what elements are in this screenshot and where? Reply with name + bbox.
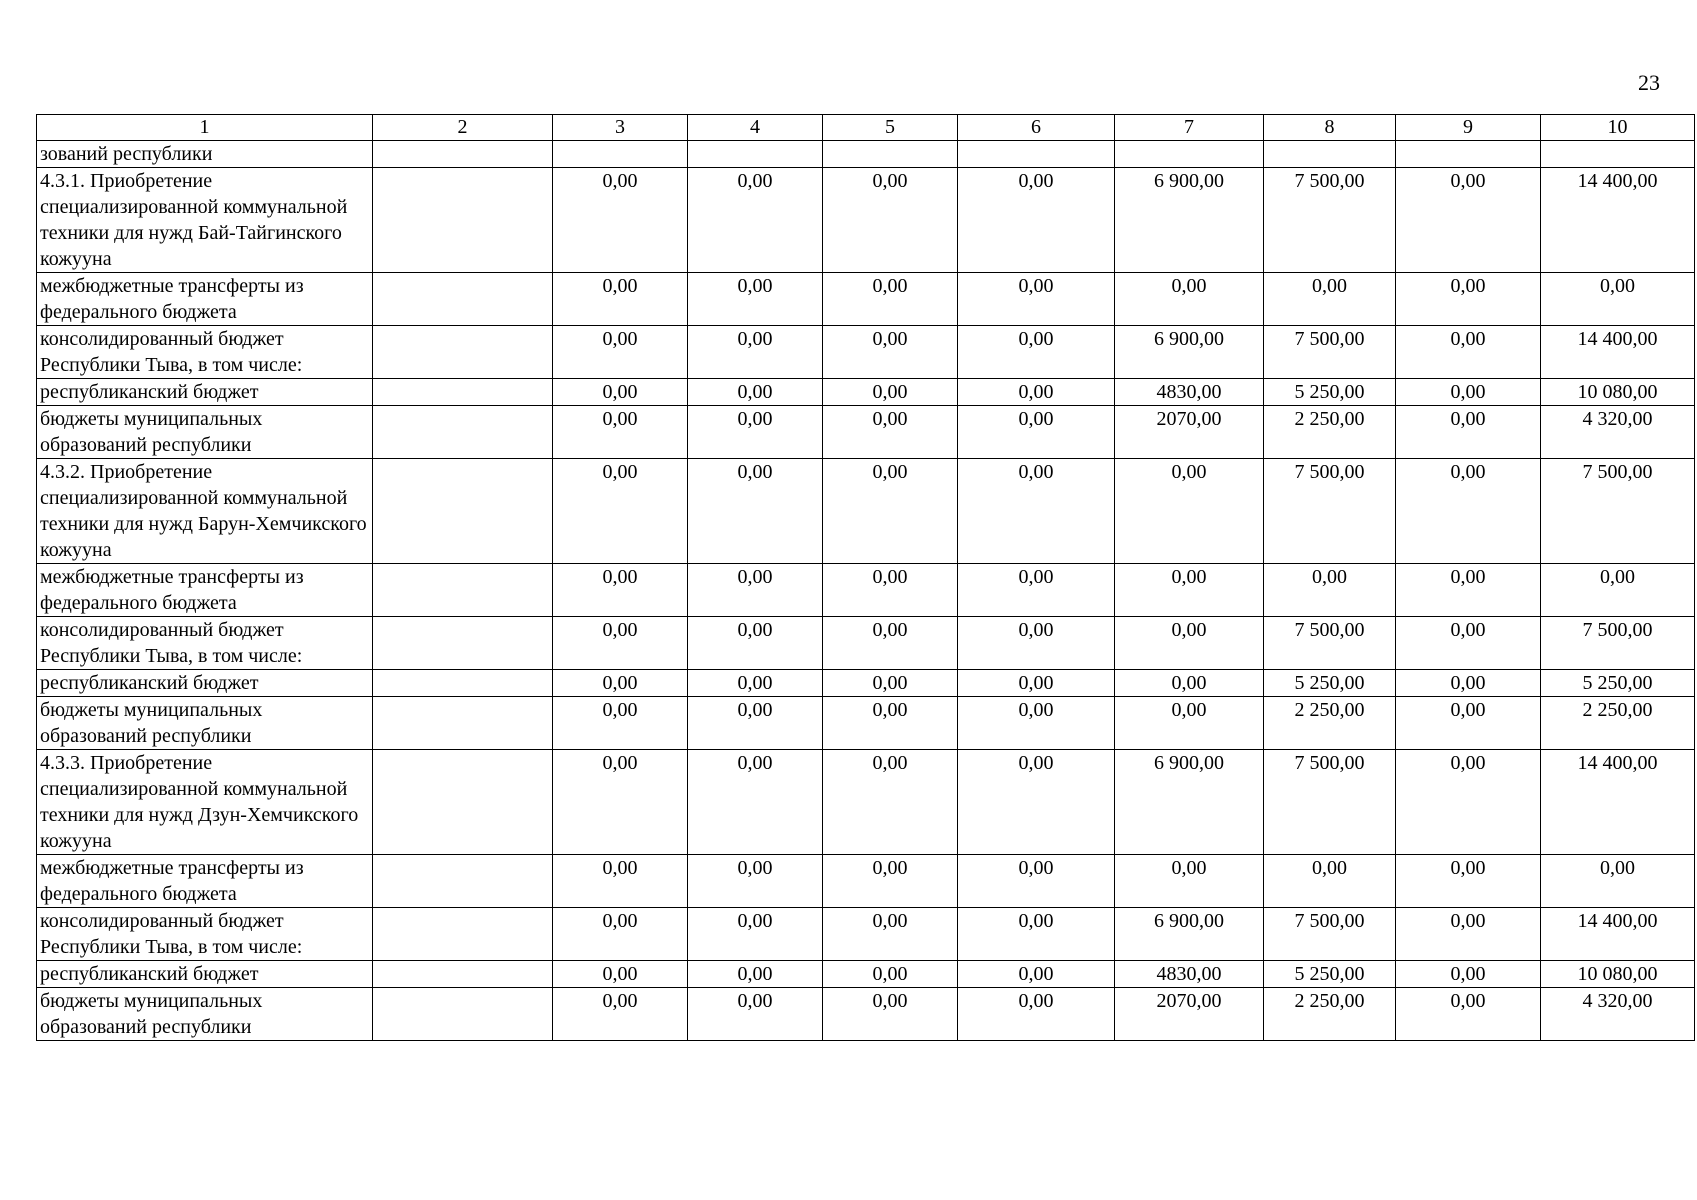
cell-col-5: 0,00 bbox=[823, 459, 958, 564]
cell-col-6: 0,00 bbox=[958, 406, 1115, 459]
table-body bbox=[37, 141, 1695, 1041]
cell-col-2 bbox=[373, 750, 553, 855]
cell-col-9 bbox=[1396, 141, 1541, 168]
cell-col-10: 14 400,00 bbox=[1541, 326, 1695, 379]
cell-col-4: 0,00 bbox=[688, 459, 823, 564]
row-label: консолидированный бюджет Республики Тыва, в том числе: bbox=[37, 326, 373, 379]
column-header: 8 bbox=[1264, 115, 1396, 141]
cell-col-9: 0,00 bbox=[1396, 379, 1541, 406]
cell-col-6: 0,00 bbox=[958, 670, 1115, 697]
cell-col-9: 0,00 bbox=[1396, 617, 1541, 670]
cell-col-9: 0,00 bbox=[1396, 459, 1541, 564]
cell-col-6 bbox=[958, 141, 1115, 168]
cell-col-6: 0,00 bbox=[958, 988, 1115, 1041]
cell-col-5: 0,00 bbox=[823, 750, 958, 855]
row-label: республиканский бюджет bbox=[37, 670, 373, 697]
column-header: 4 bbox=[688, 115, 823, 141]
cell-col-6: 0,00 bbox=[958, 326, 1115, 379]
cell-col-5: 0,00 bbox=[823, 617, 958, 670]
table-row bbox=[37, 750, 1695, 855]
cell-col-5 bbox=[823, 141, 958, 168]
cell-col-6: 0,00 bbox=[958, 617, 1115, 670]
cell-col-9: 0,00 bbox=[1396, 908, 1541, 961]
cell-col-2 bbox=[373, 855, 553, 908]
cell-col-10: 7 500,00 bbox=[1541, 617, 1695, 670]
cell-col-2 bbox=[373, 617, 553, 670]
cell-col-8: 2 250,00 bbox=[1264, 697, 1396, 750]
cell-col-10: 2 250,00 bbox=[1541, 697, 1695, 750]
cell-col-10: 5 250,00 bbox=[1541, 670, 1695, 697]
cell-col-9: 0,00 bbox=[1396, 697, 1541, 750]
cell-col-4 bbox=[688, 141, 823, 168]
cell-col-5: 0,00 bbox=[823, 988, 958, 1041]
cell-col-3: 0,00 bbox=[553, 961, 688, 988]
cell-col-4: 0,00 bbox=[688, 168, 823, 273]
cell-col-6: 0,00 bbox=[958, 273, 1115, 326]
cell-col-6: 0,00 bbox=[958, 750, 1115, 855]
cell-col-2 bbox=[373, 459, 553, 564]
cell-col-10: 0,00 bbox=[1541, 855, 1695, 908]
cell-col-2 bbox=[373, 379, 553, 406]
cell-col-2 bbox=[373, 406, 553, 459]
cell-col-10: 10 080,00 bbox=[1541, 379, 1695, 406]
cell-col-4: 0,00 bbox=[688, 908, 823, 961]
cell-col-5: 0,00 bbox=[823, 697, 958, 750]
cell-col-7: 4830,00 bbox=[1115, 379, 1264, 406]
cell-col-2 bbox=[373, 168, 553, 273]
table-row bbox=[37, 697, 1695, 750]
cell-col-9: 0,00 bbox=[1396, 326, 1541, 379]
table-row bbox=[37, 855, 1695, 908]
cell-col-3: 0,00 bbox=[553, 326, 688, 379]
cell-col-2 bbox=[373, 326, 553, 379]
row-label: межбюджетные трансферты из федерального бюджета bbox=[37, 855, 373, 908]
table-row bbox=[37, 617, 1695, 670]
cell-col-5: 0,00 bbox=[823, 326, 958, 379]
cell-col-3: 0,00 bbox=[553, 168, 688, 273]
cell-col-8: 5 250,00 bbox=[1264, 379, 1396, 406]
page-number: 23 bbox=[1638, 70, 1660, 95]
row-label: 4.3.3. Приобретение специализированной коммунальной техники для нужд Дзун-Хемчикского кожууна bbox=[37, 750, 373, 855]
cell-col-5: 0,00 bbox=[823, 564, 958, 617]
cell-col-7: 0,00 bbox=[1115, 564, 1264, 617]
budget-table bbox=[36, 114, 1695, 1041]
cell-col-10: 0,00 bbox=[1541, 273, 1695, 326]
cell-col-9: 0,00 bbox=[1396, 750, 1541, 855]
table-row bbox=[37, 141, 1695, 168]
cell-col-6: 0,00 bbox=[958, 697, 1115, 750]
cell-col-7: 2070,00 bbox=[1115, 406, 1264, 459]
row-label: бюджеты муниципальных образований республики bbox=[37, 988, 373, 1041]
cell-col-9: 0,00 bbox=[1396, 988, 1541, 1041]
cell-col-4: 0,00 bbox=[688, 273, 823, 326]
column-header: 6 bbox=[958, 115, 1115, 141]
cell-col-5: 0,00 bbox=[823, 961, 958, 988]
cell-col-4: 0,00 bbox=[688, 961, 823, 988]
cell-col-6: 0,00 bbox=[958, 961, 1115, 988]
cell-col-10: 14 400,00 bbox=[1541, 750, 1695, 855]
cell-col-6: 0,00 bbox=[958, 564, 1115, 617]
cell-col-9: 0,00 bbox=[1396, 564, 1541, 617]
cell-col-7: 0,00 bbox=[1115, 855, 1264, 908]
cell-col-10: 4 320,00 bbox=[1541, 406, 1695, 459]
cell-col-4: 0,00 bbox=[688, 988, 823, 1041]
cell-col-4: 0,00 bbox=[688, 406, 823, 459]
cell-col-7: 0,00 bbox=[1115, 670, 1264, 697]
cell-col-3: 0,00 bbox=[553, 379, 688, 406]
cell-col-8 bbox=[1264, 141, 1396, 168]
cell-col-3: 0,00 bbox=[553, 273, 688, 326]
cell-col-4: 0,00 bbox=[688, 697, 823, 750]
row-label: межбюджетные трансферты из федерального бюджета bbox=[37, 273, 373, 326]
header-row bbox=[37, 115, 1695, 141]
cell-col-9: 0,00 bbox=[1396, 670, 1541, 697]
cell-col-3: 0,00 bbox=[553, 908, 688, 961]
cell-col-2 bbox=[373, 670, 553, 697]
cell-col-5: 0,00 bbox=[823, 168, 958, 273]
cell-col-6: 0,00 bbox=[958, 379, 1115, 406]
cell-col-6: 0,00 bbox=[958, 168, 1115, 273]
cell-col-8: 7 500,00 bbox=[1264, 459, 1396, 564]
row-label: бюджеты муниципальных образований республики bbox=[37, 697, 373, 750]
column-header: 3 bbox=[553, 115, 688, 141]
cell-col-3 bbox=[553, 141, 688, 168]
row-label: консолидированный бюджет Республики Тыва, в том числе: bbox=[37, 617, 373, 670]
cell-col-8: 7 500,00 bbox=[1264, 908, 1396, 961]
column-header: 2 bbox=[373, 115, 553, 141]
cell-col-3: 0,00 bbox=[553, 406, 688, 459]
cell-col-10 bbox=[1541, 141, 1695, 168]
cell-col-5: 0,00 bbox=[823, 379, 958, 406]
cell-col-3: 0,00 bbox=[553, 564, 688, 617]
column-header: 1 bbox=[37, 115, 373, 141]
cell-col-8: 5 250,00 bbox=[1264, 961, 1396, 988]
column-header: 5 bbox=[823, 115, 958, 141]
cell-col-6: 0,00 bbox=[958, 908, 1115, 961]
cell-col-7: 4830,00 bbox=[1115, 961, 1264, 988]
cell-col-2 bbox=[373, 961, 553, 988]
cell-col-8: 7 500,00 bbox=[1264, 617, 1396, 670]
cell-col-3: 0,00 bbox=[553, 855, 688, 908]
cell-col-2 bbox=[373, 908, 553, 961]
cell-col-6: 0,00 bbox=[958, 459, 1115, 564]
cell-col-2 bbox=[373, 988, 553, 1041]
cell-col-5: 0,00 bbox=[823, 406, 958, 459]
cell-col-9: 0,00 bbox=[1396, 273, 1541, 326]
cell-col-8: 0,00 bbox=[1264, 855, 1396, 908]
cell-col-9: 0,00 bbox=[1396, 855, 1541, 908]
cell-col-4: 0,00 bbox=[688, 564, 823, 617]
table-row bbox=[37, 406, 1695, 459]
cell-col-8: 2 250,00 bbox=[1264, 406, 1396, 459]
cell-col-2 bbox=[373, 697, 553, 750]
table-row bbox=[37, 564, 1695, 617]
cell-col-2 bbox=[373, 141, 553, 168]
cell-col-3: 0,00 bbox=[553, 617, 688, 670]
cell-col-10: 4 320,00 bbox=[1541, 988, 1695, 1041]
cell-col-3: 0,00 bbox=[553, 459, 688, 564]
cell-col-7: 6 900,00 bbox=[1115, 908, 1264, 961]
cell-col-10: 14 400,00 bbox=[1541, 168, 1695, 273]
cell-col-3: 0,00 bbox=[553, 988, 688, 1041]
cell-col-8: 5 250,00 bbox=[1264, 670, 1396, 697]
table-row bbox=[37, 326, 1695, 379]
cell-col-6: 0,00 bbox=[958, 855, 1115, 908]
cell-col-7: 6 900,00 bbox=[1115, 750, 1264, 855]
cell-col-4: 0,00 bbox=[688, 670, 823, 697]
row-label: республиканский бюджет bbox=[37, 379, 373, 406]
table-row bbox=[37, 670, 1695, 697]
row-label: консолидированный бюджет Республики Тыва, в том числе: bbox=[37, 908, 373, 961]
cell-col-2 bbox=[373, 564, 553, 617]
table-row bbox=[37, 273, 1695, 326]
row-label: республиканский бюджет bbox=[37, 961, 373, 988]
cell-col-7: 6 900,00 bbox=[1115, 326, 1264, 379]
cell-col-7: 2070,00 bbox=[1115, 988, 1264, 1041]
cell-col-8: 7 500,00 bbox=[1264, 168, 1396, 273]
cell-col-4: 0,00 bbox=[688, 379, 823, 406]
cell-col-8: 0,00 bbox=[1264, 564, 1396, 617]
cell-col-9: 0,00 bbox=[1396, 406, 1541, 459]
cell-col-5: 0,00 bbox=[823, 273, 958, 326]
cell-col-5: 0,00 bbox=[823, 855, 958, 908]
column-header: 9 bbox=[1396, 115, 1541, 141]
row-label: бюджеты муниципальных образований республики bbox=[37, 406, 373, 459]
cell-col-7: 0,00 bbox=[1115, 697, 1264, 750]
cell-col-8: 7 500,00 bbox=[1264, 750, 1396, 855]
cell-col-8: 2 250,00 bbox=[1264, 988, 1396, 1041]
cell-col-5: 0,00 bbox=[823, 670, 958, 697]
cell-col-9: 0,00 bbox=[1396, 961, 1541, 988]
cell-col-3: 0,00 bbox=[553, 750, 688, 855]
table-row bbox=[37, 459, 1695, 564]
row-label: 4.3.2. Приобретение специализированной коммунальной техники для нужд Барун-Хемчикского кожууна bbox=[37, 459, 373, 564]
cell-col-7: 6 900,00 bbox=[1115, 168, 1264, 273]
cell-col-5: 0,00 bbox=[823, 908, 958, 961]
cell-col-9: 0,00 bbox=[1396, 168, 1541, 273]
cell-col-3: 0,00 bbox=[553, 697, 688, 750]
cell-col-4: 0,00 bbox=[688, 326, 823, 379]
cell-col-10: 14 400,00 bbox=[1541, 908, 1695, 961]
cell-col-7: 0,00 bbox=[1115, 459, 1264, 564]
cell-col-4: 0,00 bbox=[688, 750, 823, 855]
column-header: 10 bbox=[1541, 115, 1695, 141]
table-row bbox=[37, 988, 1695, 1041]
table-row bbox=[37, 168, 1695, 273]
row-label: 4.3.1. Приобретение специализированной коммунальной техники для нужд Бай-Тайгинского кожууна bbox=[37, 168, 373, 273]
cell-col-8: 7 500,00 bbox=[1264, 326, 1396, 379]
table-row bbox=[37, 379, 1695, 406]
cell-col-7: 0,00 bbox=[1115, 617, 1264, 670]
table-row bbox=[37, 908, 1695, 961]
column-header: 7 bbox=[1115, 115, 1264, 141]
cell-col-10: 0,00 bbox=[1541, 564, 1695, 617]
cell-col-4: 0,00 bbox=[688, 855, 823, 908]
cell-col-4: 0,00 bbox=[688, 617, 823, 670]
cell-col-8: 0,00 bbox=[1264, 273, 1396, 326]
row-label: межбюджетные трансферты из федерального бюджета bbox=[37, 564, 373, 617]
cell-col-10: 7 500,00 bbox=[1541, 459, 1695, 564]
row-label: зований республики bbox=[37, 141, 373, 168]
table-row bbox=[37, 961, 1695, 988]
cell-col-7 bbox=[1115, 141, 1264, 168]
cell-col-3: 0,00 bbox=[553, 670, 688, 697]
cell-col-10: 10 080,00 bbox=[1541, 961, 1695, 988]
cell-col-7: 0,00 bbox=[1115, 273, 1264, 326]
cell-col-2 bbox=[373, 273, 553, 326]
